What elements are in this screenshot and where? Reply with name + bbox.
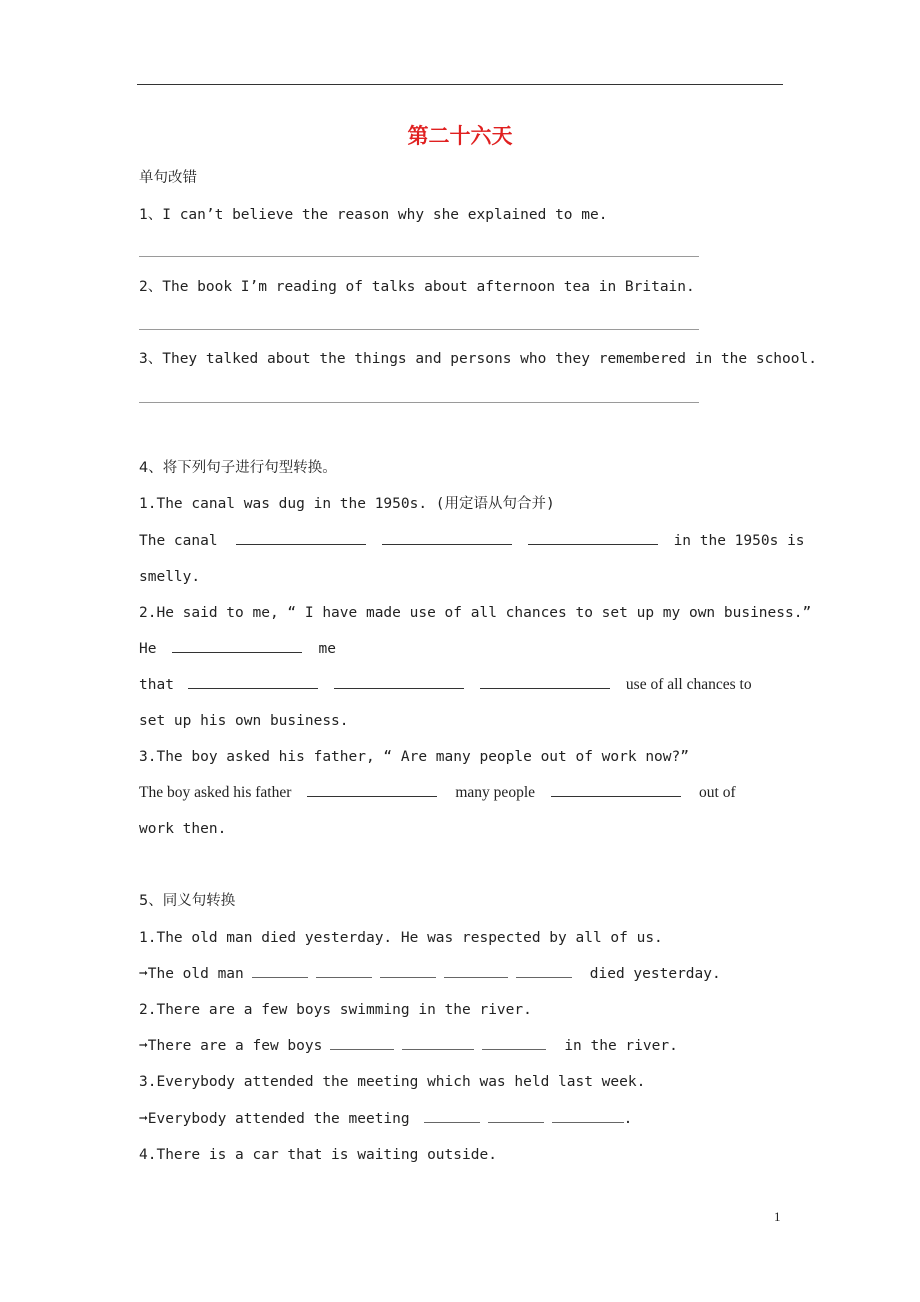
transform-q3-prompt: 3.The boy asked his father, “ Are many people out of work now?” (139, 749, 689, 765)
transform-q3-cont: work then. (139, 821, 227, 837)
transform-q1-line (139, 531, 805, 551)
blank[interactable] (552, 1122, 624, 1123)
synonym-q2-start: ➞There are a few boys (139, 1038, 323, 1054)
answer-line-2[interactable] (139, 329, 699, 330)
blank[interactable] (528, 544, 658, 545)
transform-q3-start: The boy asked his father (139, 784, 292, 801)
blank[interactable] (444, 977, 508, 978)
synonym-q1-original: 1.The old man died yesterday. He was respected by all of us. (139, 930, 663, 946)
transform-q2-line2-start: that (139, 677, 174, 693)
blank[interactable] (480, 688, 610, 689)
blank[interactable] (482, 1049, 546, 1050)
transform-q3-mid: many people (455, 784, 536, 801)
synonym-q1-end: died yesterday. (589, 966, 721, 982)
synonym-q3-rewrite (139, 1109, 632, 1129)
transform-q2-start: He (139, 641, 157, 657)
blank[interactable] (402, 1049, 474, 1050)
synonym-q3-end: . (623, 1111, 633, 1127)
transform-q1-end: in the 1950s is (673, 533, 805, 549)
error-item-3: 3、They talked about the things and persons who they remembered in the school. (139, 351, 817, 367)
transform-q1-prompt: 1.The canal was dug in the 1950s. (用定语从句合并) (139, 496, 555, 512)
synonym-q1-start: ➞The old man (139, 966, 244, 982)
synonym-q2-rewrite (139, 1036, 678, 1056)
section-heading-sentence-transform: 4、将下列句子进行句型转换。 (139, 460, 337, 476)
synonym-q3-start: ➞Everybody attended the meeting (139, 1111, 410, 1127)
synonym-q1-rewrite (139, 964, 721, 984)
transform-q3-end: out of (699, 784, 736, 801)
transform-q3-line (139, 783, 736, 803)
transform-q1-cont: smelly. (139, 569, 201, 585)
blank[interactable] (334, 688, 464, 689)
blank[interactable] (551, 796, 681, 797)
section-heading-error-correction: 单句改错 (139, 170, 197, 186)
transform-q1-start: The canal (139, 533, 218, 549)
blank[interactable] (330, 1049, 394, 1050)
transform-q2-prompt: 2.He said to me, “ I have made use of all chances to set up my own business.” (139, 605, 812, 621)
page-title: 第二十六天 (407, 124, 513, 148)
blank[interactable] (188, 688, 318, 689)
error-item-2: 2、The book I’m reading of talks about afternoon tea in Britain. (139, 279, 695, 295)
blank[interactable] (316, 977, 372, 978)
page-number: 1 (774, 1209, 781, 1224)
transform-q2-mid: me (318, 641, 336, 657)
transform-q2-cont: set up his own business. (139, 713, 349, 729)
header-rule (137, 84, 783, 85)
blank[interactable] (424, 1122, 480, 1123)
blank[interactable] (380, 977, 436, 978)
blank[interactable] (172, 652, 302, 653)
blank[interactable] (307, 796, 437, 797)
section-heading-synonymous: 5、同义句转换 (139, 893, 236, 909)
synonym-q2-original: 2.There are a few boys swimming in the river. (139, 1002, 532, 1018)
blank[interactable] (382, 544, 512, 545)
transform-q2-line2 (139, 675, 752, 695)
error-item-1: 1、I can’t believe the reason why she explained to me. (139, 207, 608, 223)
blank[interactable] (236, 544, 366, 545)
blank[interactable] (252, 977, 308, 978)
synonym-q4-original: 4.There is a car that is waiting outside. (139, 1147, 497, 1163)
synonym-q2-end: in the river. (564, 1038, 678, 1054)
blank[interactable] (516, 977, 572, 978)
answer-line-1[interactable] (139, 256, 699, 257)
transform-q2-line2-end: use of all chances to (625, 676, 752, 693)
synonym-q3-original: 3.Everybody attended the meeting which was held last week. (139, 1074, 646, 1090)
transform-q2-line1 (139, 639, 336, 659)
blank[interactable] (488, 1122, 544, 1123)
answer-line-3[interactable] (139, 402, 699, 403)
